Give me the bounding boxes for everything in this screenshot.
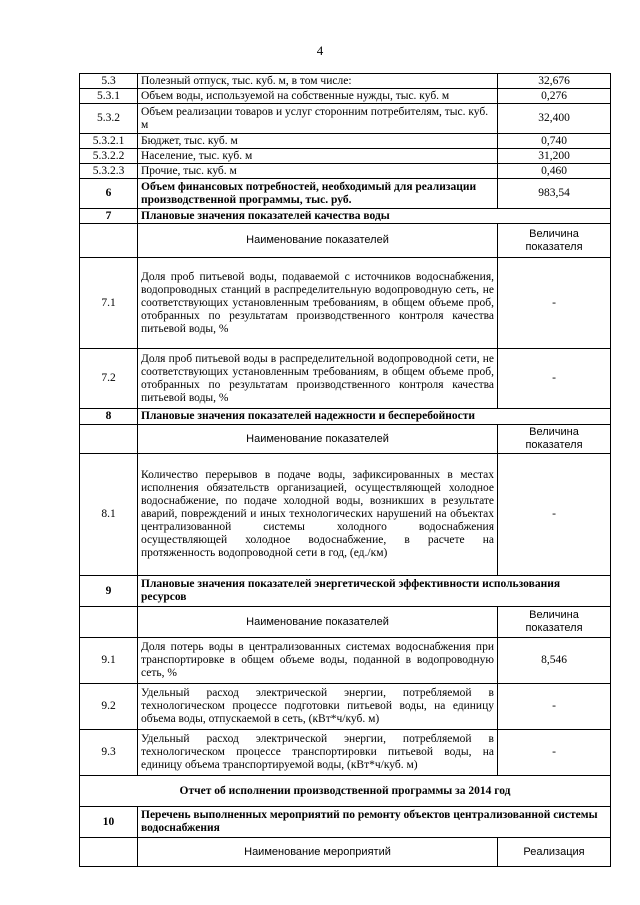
column-header-value: Величина показателя [498, 425, 611, 454]
column-header-value: Реализация [498, 838, 611, 867]
indicator-name: Прочие, тыс. куб. м [138, 164, 498, 179]
section-title: Плановые значения показателей качества воды [138, 209, 611, 224]
report-title-row [80, 776, 611, 807]
indicator-value: - [498, 454, 611, 576]
row-number: 5.3.2 [80, 104, 138, 134]
table-row [80, 89, 611, 104]
section-number: 7 [80, 209, 138, 224]
table-row [80, 134, 611, 149]
table-row [80, 149, 611, 164]
indicator-name: Доля проб питьевой воды, подаваемой с источников водоснабжения, водопроводных станций в распределительную водопроводную сеть, не соответствующих установленным требованиям, в общем объеме проб, отобранных по результатам производственного контроля качества питьевой воды, % [138, 258, 498, 349]
table-row [80, 179, 611, 209]
row-number: 5.3.2.2 [80, 149, 138, 164]
indicator-value: 31,200 [498, 149, 611, 164]
column-header-name: Наименование показателей [138, 224, 498, 258]
indicator-value: - [498, 349, 611, 409]
indicator-value: 8,546 [498, 638, 611, 684]
page-number: 4 [316, 43, 324, 58]
section-row [80, 576, 611, 607]
row-number: 7.1 [80, 258, 138, 349]
indicator-name: Доля потерь воды в централизованных системах водоснабжения при транспортировке в общем объеме воды, поданной в водопроводную сеть, % [138, 638, 498, 684]
indicator-value: - [498, 684, 611, 730]
indicator-name: Объем воды, используемой на собственные нужды, тыс. куб. м [138, 89, 498, 104]
table-row [80, 454, 611, 576]
section-title: Плановые значения показателей надежности и бесперебойности [138, 409, 611, 425]
section-row [80, 807, 611, 838]
section-row [80, 209, 611, 224]
program-table [79, 73, 611, 867]
empty-cell [80, 838, 138, 867]
indicator-value: - [498, 730, 611, 776]
indicator-name: Бюджет, тыс. куб. м [138, 134, 498, 149]
table-row [80, 684, 611, 730]
indicator-name: Полезный отпуск, тыс. куб. м, в том числе: [138, 74, 498, 89]
table-row [80, 638, 611, 684]
section-number: 10 [80, 807, 138, 838]
empty-cell [80, 425, 138, 454]
row-number: 5.3.2.1 [80, 134, 138, 149]
table-row [80, 104, 611, 134]
empty-cell [80, 607, 138, 638]
indicator-name: Доля проб питьевой воды в распределительной водопроводной сети, не соответствующих установленным требованиям, в общем объеме проб, отобранных по результатам производственного контроля качества питьевой воды, % [138, 349, 498, 409]
column-header-name: Наименование мероприятий [138, 838, 498, 867]
header-row [80, 224, 611, 258]
report-title: Отчет об исполнении производственной программы за 2014 год [80, 776, 611, 807]
column-header-name: Наименование показателей [138, 425, 498, 454]
indicator-value: 0,460 [498, 164, 611, 179]
table-row [80, 730, 611, 776]
indicator-name: Объем реализации товаров и услуг сторонним потребителям, тыс. куб. м [138, 104, 498, 134]
row-number: 6 [80, 179, 138, 209]
header-row [80, 838, 611, 867]
column-header-value: Величина показателя [498, 224, 611, 258]
empty-cell [80, 224, 138, 258]
indicator-value: 32,676 [498, 74, 611, 89]
section-number: 9 [80, 576, 138, 607]
row-number: 8.1 [80, 454, 138, 576]
table-row [80, 258, 611, 349]
indicator-value: 0,740 [498, 134, 611, 149]
row-number: 5.3.1 [80, 89, 138, 104]
indicator-name: Население, тыс. куб. м [138, 149, 498, 164]
column-header-name: Наименование показателей [138, 607, 498, 638]
indicator-value: 0,276 [498, 89, 611, 104]
header-row [80, 425, 611, 454]
indicator-value: 983,54 [498, 179, 611, 209]
column-header-value: Величина показателя [498, 607, 611, 638]
indicator-name: Удельный расход электрической энергии, потребляемой в технологическом процессе подготовки питьевой воды, на единицу объема воды, отпускаемой в сеть, (кВт*ч/куб. м) [138, 684, 498, 730]
row-number: 7.2 [80, 349, 138, 409]
indicator-name: Объем финансовых потребностей, необходимый для реализации производственной программы, тыс. руб. [138, 179, 498, 209]
table-row [80, 349, 611, 409]
table-row [80, 164, 611, 179]
section-title: Перечень выполненных мероприятий по ремонту объектов централизованной системы водоснабжения [138, 807, 611, 838]
section-title: Плановые значения показателей энергетической эффективности использования ресурсов [138, 576, 611, 607]
row-number: 9.2 [80, 684, 138, 730]
row-number: 5.3 [80, 74, 138, 89]
indicator-name: Удельный расход электрической энергии, потребляемой в технологическом процессе транспортировки питьевой воды, на единицу объема транспортируемой воды, (кВт*ч/куб. м) [138, 730, 498, 776]
table-row [80, 74, 611, 89]
row-number: 5.3.2.3 [80, 164, 138, 179]
section-row [80, 409, 611, 425]
indicator-name: Количество перерывов в подаче воды, зафиксированных в местах исполнения обязательств организацией, осуществляющей холодное водоснабжение, по подаче холодной воды, возникших в результате аварий, повреждений и иных технологических нарушений на объектах централизованной системы холодного водоснабжения осуществляющей холодное водоснабжение, в расчете на протяженность водопроводной сети в год, (ед./км) [138, 454, 498, 576]
row-number: 9.1 [80, 638, 138, 684]
indicator-value: 32,400 [498, 104, 611, 134]
section-number: 8 [80, 409, 138, 425]
header-row [80, 607, 611, 638]
indicator-value: - [498, 258, 611, 349]
row-number: 9.3 [80, 730, 138, 776]
